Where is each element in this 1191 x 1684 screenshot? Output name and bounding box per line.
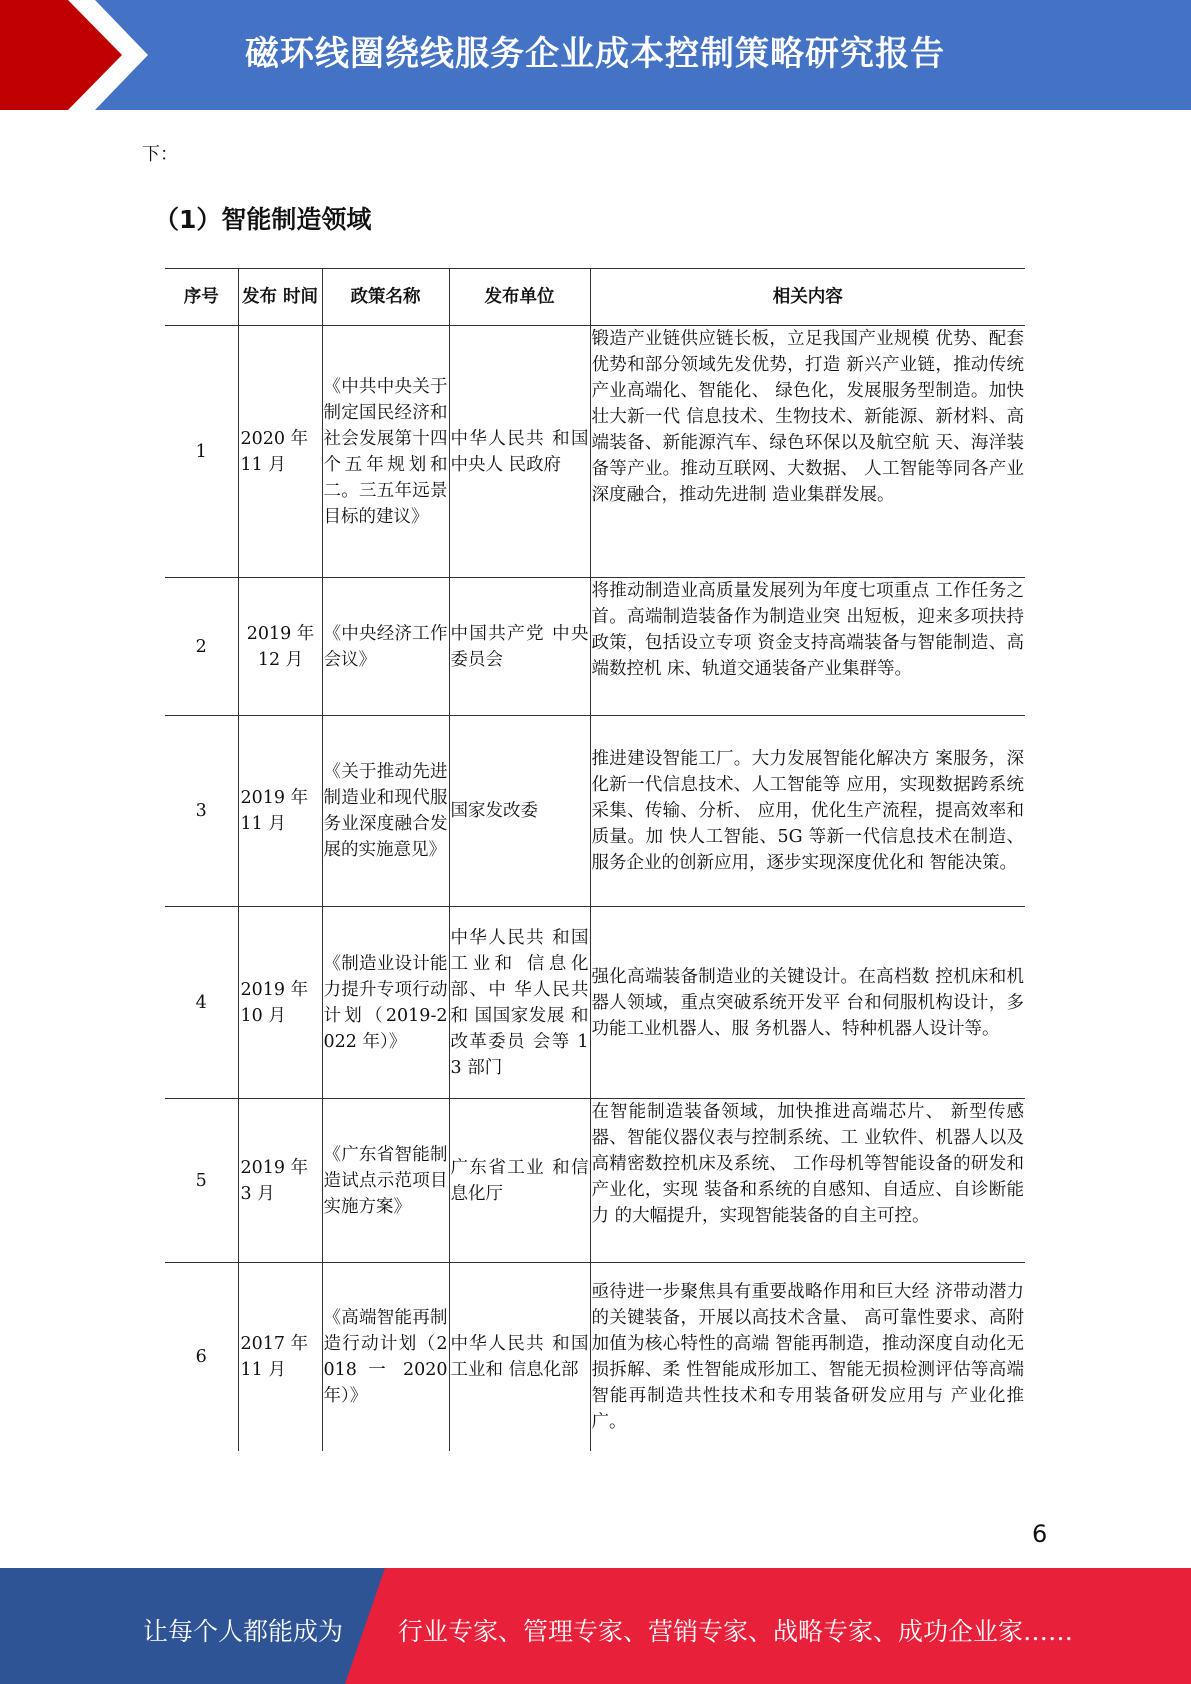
row-issuer: 中国共产党 中央委员会 [449, 578, 590, 716]
row-seq: 1 [165, 326, 238, 578]
row-date: 2019 年 11 月 [238, 716, 322, 907]
row-policy-name: 《关于推动先进制造业和现代服务业深度融合发展的实施意见》 [322, 716, 449, 907]
row-content: 锻造产业链供应链长板，立足我国产业规模 优势、配套优势和部分领域先发优势，打造 新兴产业链，推动传统产业高端化、智能化、 绿色化，发展服务型制造。加快壮大新一代 信息技术、生物技术、新能源、新材料、高 端装备、新能源汽车、绿色环保以及航空航 天、海洋装备等产业。推动互联网、大数据、 人工智能等同各产业深度融合，推动先进制 造业集群发展。 [590, 326, 1025, 578]
row-seq: 3 [165, 716, 238, 907]
row-issuer: 国家发改委 [449, 716, 590, 907]
row-policy-name: 《广东省智能制造试点示范项目实施方案》 [322, 1099, 449, 1263]
row-date: 2019 年 3 月 [238, 1099, 322, 1263]
row-seq: 5 [165, 1099, 238, 1263]
row-seq: 4 [165, 907, 238, 1099]
row-policy-name: 《高端智能再制造行动计划（2018 一 2020 年）》 [322, 1263, 449, 1451]
page-footer [0, 1568, 1191, 1684]
header-name: 政策名称 [322, 269, 449, 326]
intro-text: 下： [142, 144, 178, 165]
footer-slogan-right: 行业专家、管理专家、营销专家、战略专家、成功企业家…… [398, 1617, 1074, 1646]
header-unit: 发布单位 [449, 269, 590, 326]
row-issuer: 中华人民共 和国工业和 信息化部、中 华人民共和 国国家发展 和改革委员 会等 13 部门 [449, 907, 590, 1099]
row-content: 强化高端装备制造业的关键设计。在高档数 控机床和机器人领域，重点突破系统开发平 台和伺服机构设计，多功能工业机器人、服 务机器人、特种机器人设计等。 [590, 907, 1025, 1099]
page-number: 6 [1032, 1520, 1048, 1548]
table-row [165, 578, 1025, 716]
row-content: 推进建设智能工厂。大力发展智能化解决方 案服务，深化新一代信息技术、人工智能等 应用，实现数据跨系统采集、传输、分析、 应用，优化生产流程，提高效率和质量。加 快人工智能、5G 等新一代信息技术在制造、 服务企业的创新应用，逐步实现深度优化和 智能决策。 [590, 716, 1025, 907]
table-header-row [165, 269, 1025, 326]
row-date: 2017 年 11 月 [238, 1263, 322, 1451]
row-issuer: 广东省工业 和信息化厅 [449, 1099, 590, 1263]
header-seq: 序号 [165, 269, 238, 326]
row-issuer: 中华人民共 和国工业和 信息化部 [449, 1263, 590, 1451]
report-title: 磁环线圈绕线服务企业成本控制策略研究报告 [245, 34, 945, 74]
row-policy-name: 《中央经济工作会议》 [322, 578, 449, 716]
row-date: 2019 年 12 月 [238, 578, 322, 716]
row-policy-name: 《制造业设计能力提升专项行动计划（2019-2022 年）》 [322, 907, 449, 1099]
header-content: 相关内容 [590, 269, 1025, 326]
row-content: 在智能制造装备领域，加快推进高端芯片、 新型传感器、智能仪器仪表与控制系统、工 业软件、机器人以及高精密数控机床及系统、 工作母机等智能设备的研发和产业化，实现 装备和系统的自感知、自适应、自诊断能力 的大幅提升，实现智能装备的自主可控。 [590, 1099, 1025, 1263]
row-seq: 6 [165, 1263, 238, 1451]
table-row [165, 1099, 1025, 1263]
row-seq: 2 [165, 578, 238, 716]
row-date: 2019 年 10 月 [238, 907, 322, 1099]
row-issuer: 中华人民共 和国中央人 民政府 [449, 326, 590, 578]
table-row [165, 716, 1025, 907]
table-row [165, 907, 1025, 1099]
policy-table [165, 268, 1025, 1451]
section-title: （1）智能制造领域 [154, 205, 372, 234]
row-date: 2020 年 11 月 [238, 326, 322, 578]
table-row [165, 1263, 1025, 1451]
page-header [0, 0, 1191, 110]
row-content: 亟待进一步聚焦具有重要战略作用和巨大经 济带动潜力的关键装备，开展以高技术含量、 高可靠性要求、高附加值为核心特性的高端 智能再制造，推动深度自动化无损拆解、柔 性智能成形加工、智能无损检测评估等高端 智能再制造共性技术和专用装备研发应用与 产业化推广。 [590, 1263, 1025, 1451]
table-row [165, 326, 1025, 578]
footer-slogan-left: 让每个人都能成为 [143, 1617, 344, 1646]
row-content: 将推动制造业高质量发展列为年度七项重点 工作任务之首。高端制造装备作为制造业突 出短板，迎来多项扶持政策，包括设立专项 资金支持高端装备与智能制造、高端数控机 床、轨道交通装备产业集群等。 [590, 578, 1025, 716]
row-policy-name: 《中共中央关于制定国民经济和社会发展第十四个五年规划和二。三五年远景目标的建议》 [322, 326, 449, 578]
header-date: 发布 时间 [238, 269, 322, 326]
